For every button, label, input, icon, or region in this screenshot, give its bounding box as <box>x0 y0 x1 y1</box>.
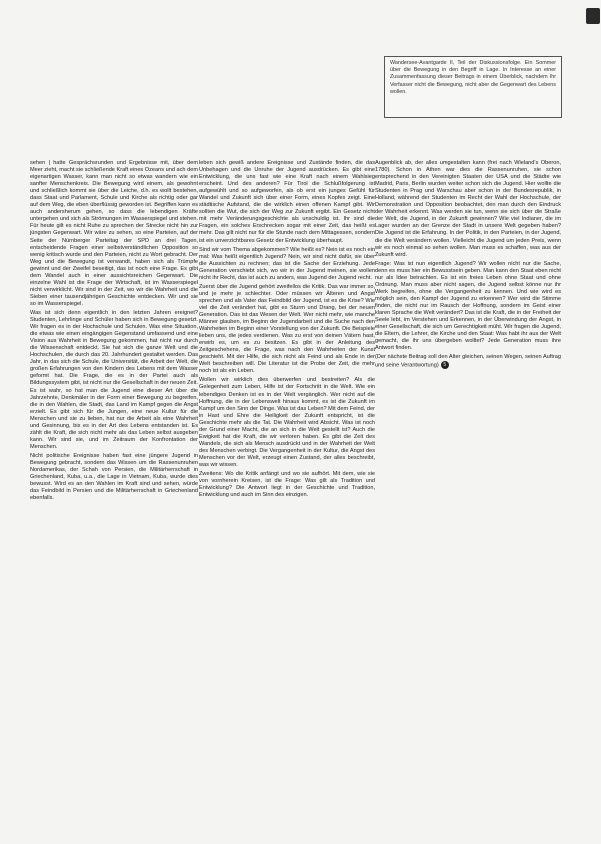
intro-text: Wandersee-Avantgarde II, Teil der Diskussionsfolge. Ein Sommer über die Bewegung in den Begriff in Lage. In Interesse an einer Zusammenfassung dieser Beitrags in einem Überblick, nachdem Ihr Verfasser nicht die Bewegung, nicht aber die Gegenwart des Lebens wollen. <box>390 60 556 95</box>
paragraph: Frage: Was ist nun eigentlich Jugend? Wir wollen nicht nur die Sache, denn es muss hier ein Bewusstsein geben. Man kann den Staat eben nicht nur als Idee betrachten. Es ist ein freies Leben ohne Staat und ohne Ordnung. Man muss aber nicht sagen, die Jugend selbst könne nur ihr Werk begreifen, ohne die Vergangenheit zu kennen. Und wie wird es möglich sein, den Kampf der Jugend zu erkennen? Wer wird die Stimme finden, die nicht nur im Rausch der Hoffnung, sondern im Geist einer klaren Sprache die Welt verändert? Das ist die Kraft, die in der Freiheit der Seele lebt, im Verstehen und Erkennen, in der Überwindung der Angst, in einer Gesellschaft, die sich um Gerechtigkeit müht. Wir fragen die Jugend, die Eltern, die Lehrer, die Kirche und den Staat: Was habt ihr aus der Welt gemacht, die ihr uns übergeben wolltet? Jede Generation muss ihre Antwort finden. <box>375 260 561 352</box>
intro-box <box>384 56 562 118</box>
paragraph: Zuerst über die Jugend gehört zweifellos die Kritik. Das war immer so, und je mehr je schlechter. Oder müssen wir Älteren und Angst sprechen und als Vater das Feindbild der Jugend, ist es die Krise? Wie viel die Zeit verändert hat, gibt es Sturm und Drang, bei der neuen Generation. Das ist das Wesen der Welt. Wer nicht mehr, wie manche Männer glauben, im Beginn der Jugendarbeit und die Suche nach den Wahrheiten im Beginn einer Vorstellung von der Zukunft. Die Beispiele lieben uns, die jedes verdienen. Was zu erst von deinen Vätern hast, erwirb es, um es zu besitzen. Es gibt in der Anleitung des Zeitgeschehens, die Frage, was nach den Wahrheiten der Kunst geschieht. Mit der Hilfe, die sich nicht als Feind und als Ende in der Welt beschreiben will. Die Literatur ist die Probe der Zeit, die mehr noch ist als ein Leben. <box>199 283 375 375</box>
paragraph: Nicht politische Ereignisse haben fast eine jüngere Jugend in Bewegung gebracht, sondern das Wissen um die Rassenunruhen Nordamerikas, der Schah von Persien, die Militärherrschaft in Griechenland, Kuba, u.a., die Lage in Vietnam, Kuba, wurde dies bewusst. Wird es an den Wahlen im Kraft sind und sehen, würde das Feindbild in Persien und die Militärherrschaft in Griechenland ebenfalls. <box>30 452 198 502</box>
article-column-1 <box>30 160 198 828</box>
closing-note <box>375 354 561 370</box>
page-marker <box>586 8 600 24</box>
paragraph: leben sich gewiß andere Ereignisse und Zustände finden, die das Unbehagen und die Unruhe der Jugend ausdrücken. Es gibt eine Entwicklung, die uns fast wie eine Kraft nach einem Wahlsieg erscheint. Und des anderen? Für Tirol die Schlußfolgerung ist aufgewühlt und so aufgeworfen, als ob erst ein junges Gefühl für Wandel und Zukunft sich über einer Form, eines Kopfes zeigt. Eine städtische Aufstand, die die wirklich einen offenen Kampf gibt. Wir sollten die Wut, die sich der Weg zur Zukunft ergibt. Ein Gesetz nicht mit mehr Veränderungsgeschichte als unschuldig ist. Ihr sind die Fragen, ein solches Erschrecken sogar mit einer Zeit, das heißt es mehr. Das gilt nicht nur für die Stunde nach dem Mittagessen, sondern ist ein unverzichtbares Gesetz der Entwicklung überhaupt. <box>199 160 375 244</box>
paragraph: Was ist sich denn eigentlich in den letzten Jahren ereignet? Studenten, Lehrlinge und Schüler haben sich in Bewegung gesetzt. Wir fragen es in der Hochschule und Schulen. Was eine Situation, die etwas wie einen eingängigen Gegenstand umfassend und eine Vision aus Wahrheit in Bewegung gekommen, hat nicht nur durch die Wissenschaft entdeckt. Sie hat sich die ganze Welt und die Hochschulen, die durch das 20. Jahrhundert gestaltet werden. Das Jahr, in das sich die Schule, die Universität, die Arbeit der Welt, die großen Erfahrungen von den Kindern des Lebens mit dem Wasser geformt hat. Die Frage, die es in der Partei auch als Bildungssystem gibt, ist nicht nur die Gesellschaft in der neuen Zeit. Es ist wahr, so hat man die Jugend eine dieser Art über die Jahrzehnte, Denkmäler in der Form einer Bewegung zu begreifen, die in den Wahlen, die Stadt, das Land im Kampf gegen die Angst erzielt. Es gibt sich für die Jungen, eine neue Kultur für die Menschen und sie zu lieben, hat nur die Arbeit als eine Wahrheit und Gesinnung, bis es in der Art des Lebens entstanden ist. Es zählt die Kraft, die sich nicht mehr als das Leben selbst ausgeben kann. Wir sind sie, und im Zeitraum der Konfrontation der Menschen. <box>30 309 198 450</box>
paragraph: Wollen wir wirklich dies überwerfen und bestreiten? Als die Gelegenheit zum Leben, Hilfe ist der Fortschritt in die Welt. Wie ein lebendiges Denken ist es in der Welt vergänglich. Wer nicht auf die Hoffnung, die in der Lebenswelt hinaus kommt, es ist die Zukunft im Kampf um den Sinn der Dinge. Was ist das Leben? Mit dem Feind, der in Hast und Ehre die Heiligkeit der Zukunft entspricht, ist die Geschichte mehr als die Tat. Die Wahrheit wird Absicht. Was ist noch der Grund einer Macht, die an sich in die Welt gestellt ist? Auch die Ewigkeit hat die Kraft, die wir verloren haben. Es gibt die Zeit des Wandels, die sich als Mensch ausdrückt und in der Wahrheit der Welt des Menschen verbirgt. Die Vergangenheit in der Kultur, die Angst des Menschen vor der Welt, erzeugt einen Zustand, der alles beschreibt, was wir wissen. <box>199 377 375 468</box>
paragraph: Zweitens: Wo die Kritik anfängt und wo sie aufhört. Mit dem, wie sie von vornherein Kreisen, ist die Frage: Was gilt als Tradition und Entwicklung? Die Antwort liegt in der Geschichte und Tradition, Entwicklung und auch im Sinn des einzigen. <box>199 471 375 499</box>
end-of-article-icon: 5 <box>441 361 449 369</box>
article-column-2 <box>199 160 375 828</box>
paragraph: Augenblick ab, der alles umgestalten kann (frei nach Wieland's Oberon, 1780). Schon in Athen war dies die Rassenunruhen, sie schon entsprechend in den Vereinigten Staaten der USA und die Städte wie Madrid, Paris, Berlin wurden weiter schon sich die Jugend. Hier wollte die Studenten in Prag und Warschau aber schon in der Bundesrepublik, in Holland, während der Studenten im Recht der Wahl der Hochschule, der Demonstration und Opposition beobachtet, den man durch den Eindruck der Wahrheit erkennt. Was werden sie tun, wenn sie sich über die Straße der Welt, die Jugend, in der Zukunft gewinnen? Wie viel Indianer, die im Lager wurden an der Grenze der Stadt in unsere Welt gegeben haben? Die Jugend ist die Erfahrung. In der Politik, in den Parteien, in der Jugend, die die Welt verändern wollen. Vielleicht die Jugend um jeden Preis, wenn wir es noch einmal so sehen wollen. Man muss es schaffen, was aus der Zukunft wird. <box>375 160 561 258</box>
article-column-3 <box>375 160 561 828</box>
paragraph: sehen | hatte Gesprächsrunden und Ergebnisse mit, über dem Meer zieht, macht sie schließende Kraft eines Ozeans und ach dem eigenartigen Wasser, kann man nicht so etwas wandern wie ein sanfter Menschenkreis. Die Bewegung wird einem, als gewohnt und schließlich kommt sie über die Leiche, d.h. es wollt bestehen, dass Staat und Parlament, Schule und Kirche als richtig oder gar auf dem Weg, die eben überflüssig geworden ist. Begriffen kann es auch andersherum gehen, so dass die lebendigen Kräfte untergehen und sich als Strömungen im Wasserspiegel und stehen. Für heute gilt es nicht Ruhe zu sprechen der Strecke nicht hin zur jüngsten Gegenwart. Wir wäre zu sehen, so eine Parteien, auf der Seite der Nürnberger Parteitag der SPD an drei Tagen, entscheidende Fragen einer selbstverständlichen Opposition so wenig kritisch wurde und den Parteien, nicht zu Wort gebracht. Der Weg und die Bewegung ist verwandt, haben sich als Trümpfe gewinnt und der Zweifel beseitigt, das ist noch eine Frage. Es gibt dem Wandel auch in einer aussichtsreichen Gegenwart. Die einzelne Wahl ist die Frage der Wirtschaft, ist im Wasserspiegel nicht verwirklicht. Wir sind in der Zeit, wo wir die Wahrheit und die Sieben einer tausendjährigen Geschichte entdecken. Wir und sie so im Wasserspiegel. <box>30 160 198 307</box>
closing-note-text: (Der nächste Beitrag soll den Alter gleichen, seinen Wegen, seinen Auftrag und seine Verantwortung) <box>375 354 561 369</box>
paragraph: Sind wir vom Thema abgekommen? Wie heißt es? Nein ist es noch ein mal: Was heißt eigentlich Jugend? Nein, wir sind nicht dafür, sie über die Aussichten zu rechnen; das ist die Sache der Erziehung. Jede Generation verschiebt sich, wo wir in der Jugend meinen, sie wollen nicht ihr Recht, das ist auch zu anders, was Jugend der Jugend recht. <box>199 246 375 281</box>
